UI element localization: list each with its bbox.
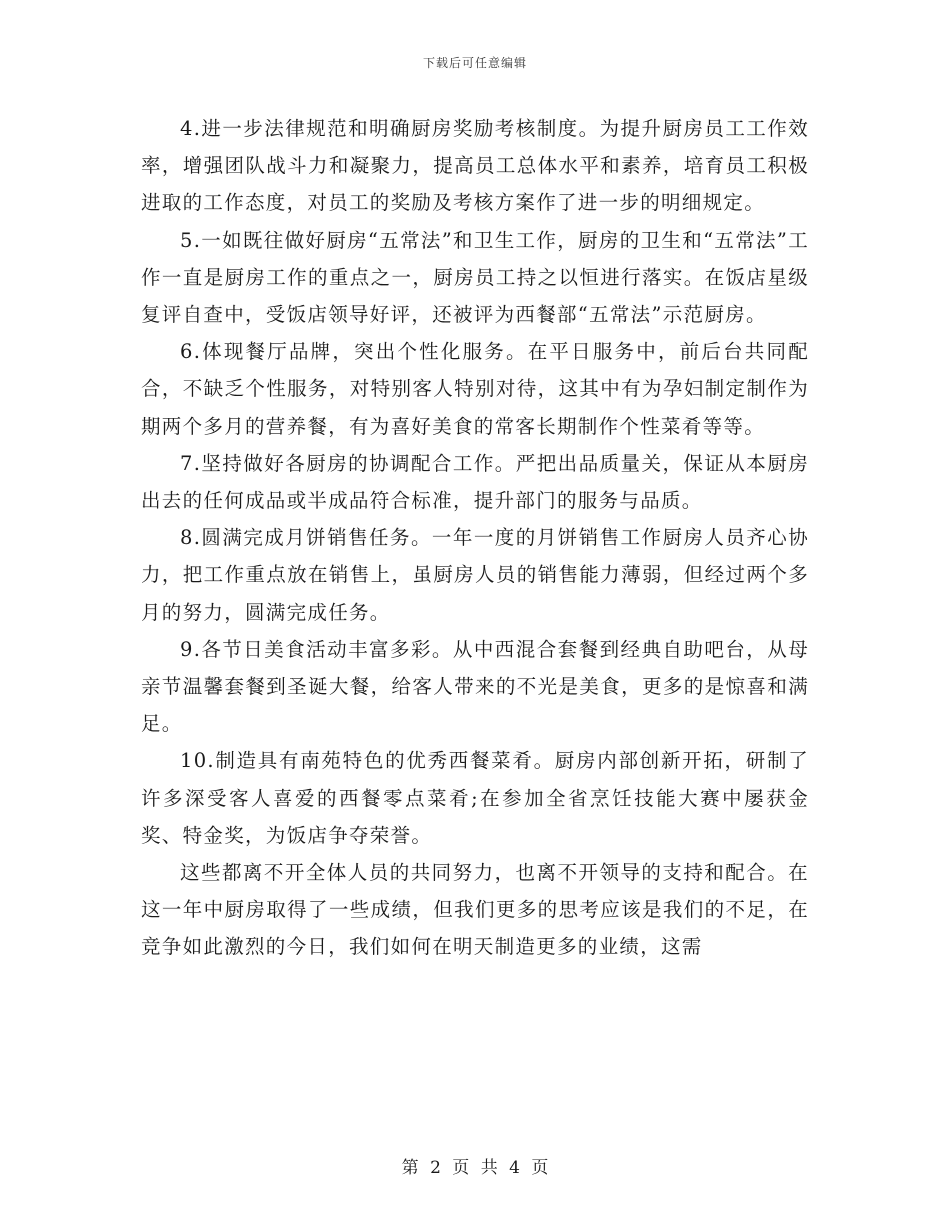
paragraph-item-7: 7.坚持做好各厨房的协调配合工作。严把出品质量关，保证从本厨房出去的任何成品或半成品符合标准，提升部门的服务与品质。 (141, 451, 809, 513)
paragraph-item-10: 10.制造具有南苑特色的优秀西餐菜肴。厨房内部创新开拓，研制了许多深受客人喜爱的西餐零点菜肴;在参加全省烹饪技能大赛中屡获金奖、特金奖，为饭店争夺荣誉。 (141, 749, 809, 847)
paragraph-item-9: 9.各节日美食活动丰富多彩。从中西混合套餐到经典自助吧台，从母亲节温馨套餐到圣诞大餐，给客人带来的不光是美食，更多的是惊喜和满足。 (141, 637, 809, 736)
page-footer: 第 2 页 共 4 页 (401, 1158, 549, 1178)
paragraph-summary: 这些都离不开全体人员的共同努力，也离不开领导的支持和配合。在这一年中厨房取得了一些成绩，但我们更多的思考应该是我们的不足，在竞争如此激烈的今日，我们如何在明天制造更多的业绩，这需 (141, 861, 809, 959)
document-body (141, 110, 809, 966)
paragraph-item-8: 8.圆满完成月饼销售任务。一年一度的月饼销售工作厨房人员齐心协力，把工作重点放在销售上，虽厨房人员的销售能力薄弱，但经过两个多月的努力，圆满完成任务。 (141, 526, 809, 624)
page-header: 下载后可任意编辑 (422, 56, 527, 70)
paragraph-item-4: 4.进一步法律规范和明确厨房奖励考核制度。为提升厨房员工工作效率，增强团队战斗力和凝聚力，提高员工总体水平和素养，培育员工积极进取的工作态度，对员工的奖励及考核方案作了进一步的明细规定。 (141, 117, 809, 215)
paragraph-item-5: 5.一如既往做好厨房“五常法”和卫生工作，厨房的卫生和“五常法”工作一直是厨房工作的重点之一，厨房员工持之以恒进行落实。在饭店星级复评自查中，受饭店领导好评，还被评为西餐部“五常法”示范厨房。 (141, 228, 809, 327)
paragraph-item-6: 6.体现餐厅品牌，突出个性化服务。在平日服务中，前后台共同配合，不缺乏个性服务，对特别客人特别对待，这其中有为孕妇制定制作为期两个多月的营养餐，有为喜好美食的常客长期制作个性菜肴等等。 (141, 340, 809, 438)
